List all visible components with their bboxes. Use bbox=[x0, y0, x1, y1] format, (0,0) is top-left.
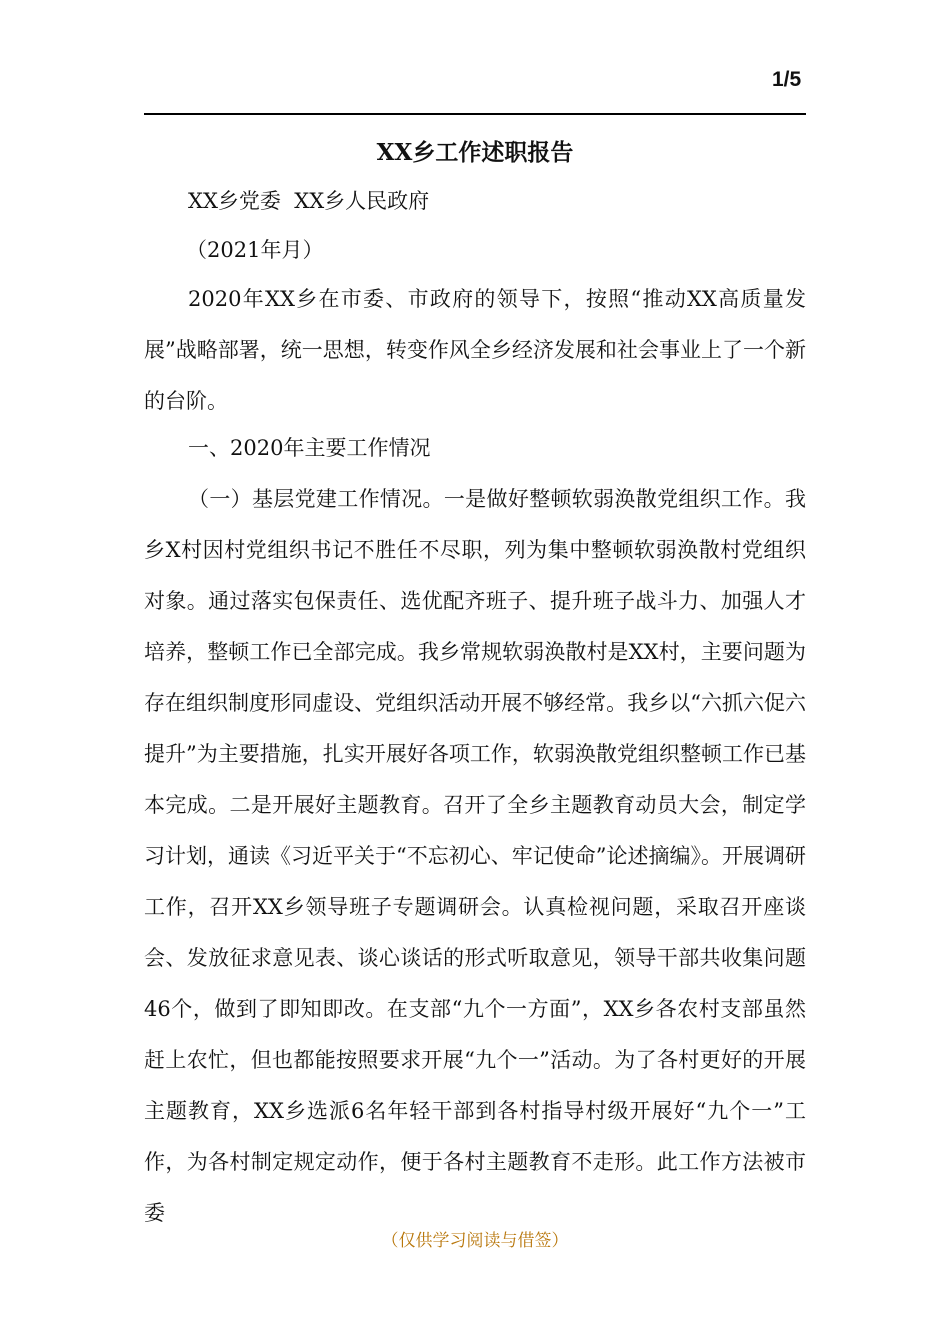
header-rule bbox=[144, 113, 806, 115]
date-line: （2021年月） bbox=[186, 238, 324, 262]
page-number: 1/5 bbox=[772, 68, 802, 91]
footer-note: （仅供学习阅读与借签） bbox=[381, 1231, 569, 1251]
section-heading: 一、2020年主要工作情况 bbox=[188, 436, 431, 460]
issuer-line: XX乡党委 XX乡人民政府 bbox=[188, 189, 430, 213]
document-title: XX乡工作述职报告 bbox=[376, 139, 574, 166]
intro-paragraph: 2020年XX乡在市委、市政府的领导下，按照“推动XX高质量发展”战略部署，统一思想，转变作风全乡经济发展和社会事业上了一个新的台阶。 bbox=[144, 287, 806, 413]
section-body-paragraph: （一）基层党建工作情况。一是做好整顿软弱涣散党组织工作。我乡X村因村党组织书记不胜任不尽职，列为集中整顿软弱涣散村党组织对象。通过落实包保责任、选优配齐班子、提升班子战斗力、加强人才培养，整顿工作已全部完成。我乡常规软弱涣散村是XX村，主要问题为存在组织制度形同虚设、党组织活动开展不够经常。我乡以“六抓六促六提升”为主要措施，扎实开展好各项工作，软弱涣散党组织整顿工作已基本完成。二是开展好主题教育。召开了全乡主题教育动员大会，制定学习计划，通读《习近平关于“不忘初心、牢记使命”论述摘编》。开展调研工作，召开XX乡领导班子专题调研会。认真检视问题，采取召开座谈会、发放征求意见表、谈心谈话的形式听取意见，领导干部共收集问题46个，做到了即知即改。在支部“九个一方面”，XX乡各农村支部虽然赶上农忙，但也都能按照要求开展“九个一”活动。为了各村更好的开展主题教育，XX乡选派6名年轻干部到各村指导村级开展好“九个一”工作，为各村制定规定动作，便于各村主题教育不走形。此工作方法被市委 bbox=[144, 487, 806, 1225]
